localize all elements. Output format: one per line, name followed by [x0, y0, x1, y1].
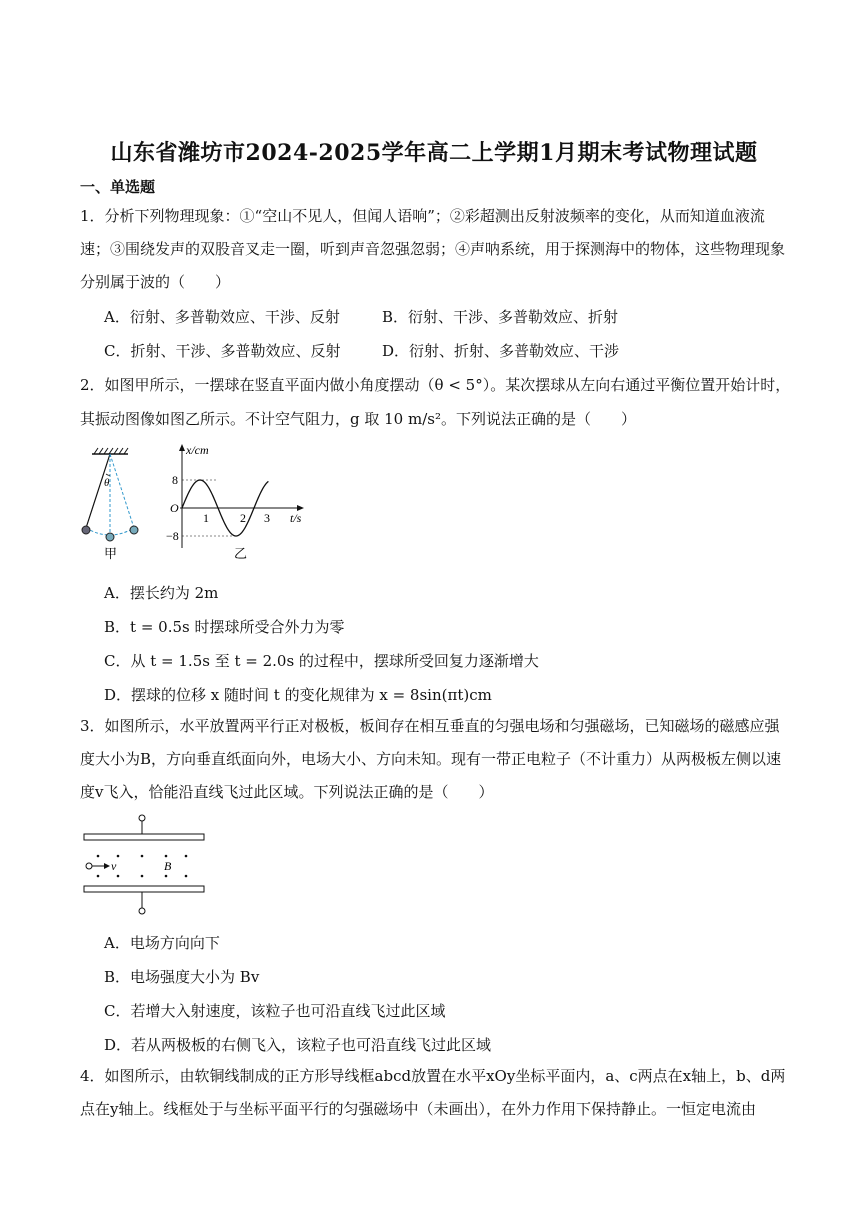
tick-2: 2 [240, 511, 246, 525]
pendulum-ball-right [130, 526, 138, 534]
q1-option-d: D．衍射、折射、多普勒效应、干涉 [382, 342, 620, 360]
b-label: B [164, 859, 172, 873]
pendulum-string [86, 454, 110, 528]
q2-option-b: B．t = 0.5s 时摆球所受合外力为零 [104, 618, 345, 636]
tick-neg8: −8 [166, 529, 179, 543]
tick-3: 3 [264, 511, 270, 525]
upper-terminal [139, 815, 145, 821]
q1-option-c: C．折射、干涉、多普勒效应、反射 [104, 342, 341, 360]
q1-option-a: A．衍射、多普勒效应、干涉、反射 [104, 308, 340, 326]
q3-option-a: A．电场方向向下 [104, 934, 220, 952]
right-swing-line [110, 454, 134, 528]
origin-label: O [170, 501, 179, 515]
page-title: 山东省潍坊市2024-2025学年高二上学期1月期末考试物理试题 [110, 140, 758, 166]
lower-plate [84, 886, 204, 892]
q3-stem: 3．如图所示，水平放置两平行正对极板，板间存在相互垂直的匀强电场和匀强磁场，已知磁场的磁感应强度大小为B，方向垂直纸面向外，电场大小、方向未知。现有一带正电粒子（不计重力）从两极板左侧以速度v飞入，恰能沿直线飞过此区域。下列说法正确的是（ ） [80, 717, 782, 801]
pendulum-figure [78, 440, 318, 565]
q1-stem: 1．分析下列物理现象：①“空山不见人，但闻人语响”；②彩超测出反射波频率的变化，从而知道血液流速；③围绕发声的双股音叉走一圈，听到声音忽强忽弱；④声呐系统，用于探测海中的物体，这些物理现象分别属于波的（ ） [80, 207, 786, 291]
ceiling-hatch [92, 448, 128, 454]
axis-x-label: t/s [290, 511, 302, 525]
capacitor-figure [80, 814, 210, 920]
q2-stem-line2: 其振动图像如图乙所示。不计空气阻力，g 取 10 m/s²。下列说法正确的是（ ） [80, 410, 636, 428]
vibration-graph [166, 443, 304, 548]
q1-option-b: B．衍射、干涉、多普勒效应、折射 [382, 308, 619, 326]
q3-option-b: B．电场强度大小为 Bv [104, 968, 260, 986]
axis-y-label: x/cm [186, 443, 209, 457]
tick-8: 8 [172, 473, 178, 487]
label-jia: 甲 [104, 546, 118, 561]
q2-stem-line1: 2．如图甲所示，一摆球在竖直平面内做小角度摆动（θ < 5°）。某次摆球从左向右通过平衡位置开始计时， [80, 376, 791, 394]
q3-option-d: D．若从两极板的右侧飞入，该粒子也可沿直线飞过此区域 [104, 1036, 492, 1054]
pendulum-ball-center [106, 533, 114, 541]
q3-option-c: C．若增大入射速度，该粒子也可沿直线飞过此区域 [104, 1002, 446, 1020]
theta-label: θ [104, 477, 110, 489]
section-heading: 一、单选题 [80, 178, 156, 196]
velocity-arrow [104, 863, 110, 869]
upper-plate [84, 834, 204, 840]
q2-option-a: A．摆长约为 2m [104, 584, 219, 602]
v-label: v [111, 859, 117, 873]
q2-option-d: D．摆球的位移 x 随时间 t 的变化规律为 x = 8sin(πt)cm [104, 686, 492, 704]
lower-terminal [139, 908, 145, 914]
particle [86, 863, 92, 869]
q4-stem: 4．如图所示，由软铜线制成的正方形导线框abcd放置在水平xOy坐标平面内，a、c两点在x轴上，b、d两点在y轴上。线框处于与坐标平面平行的匀强磁场中（未画出），在外力作用下保持静止。一恒定电流由 [80, 1067, 786, 1118]
q2-option-c: C．从 t = 1.5s 至 t = 2.0s 的过程中，摆球所受回复力逐渐增大 [104, 652, 539, 670]
label-yi: 乙 [234, 546, 248, 561]
tick-1: 1 [203, 511, 209, 525]
pendulum-ball-left [82, 526, 90, 534]
